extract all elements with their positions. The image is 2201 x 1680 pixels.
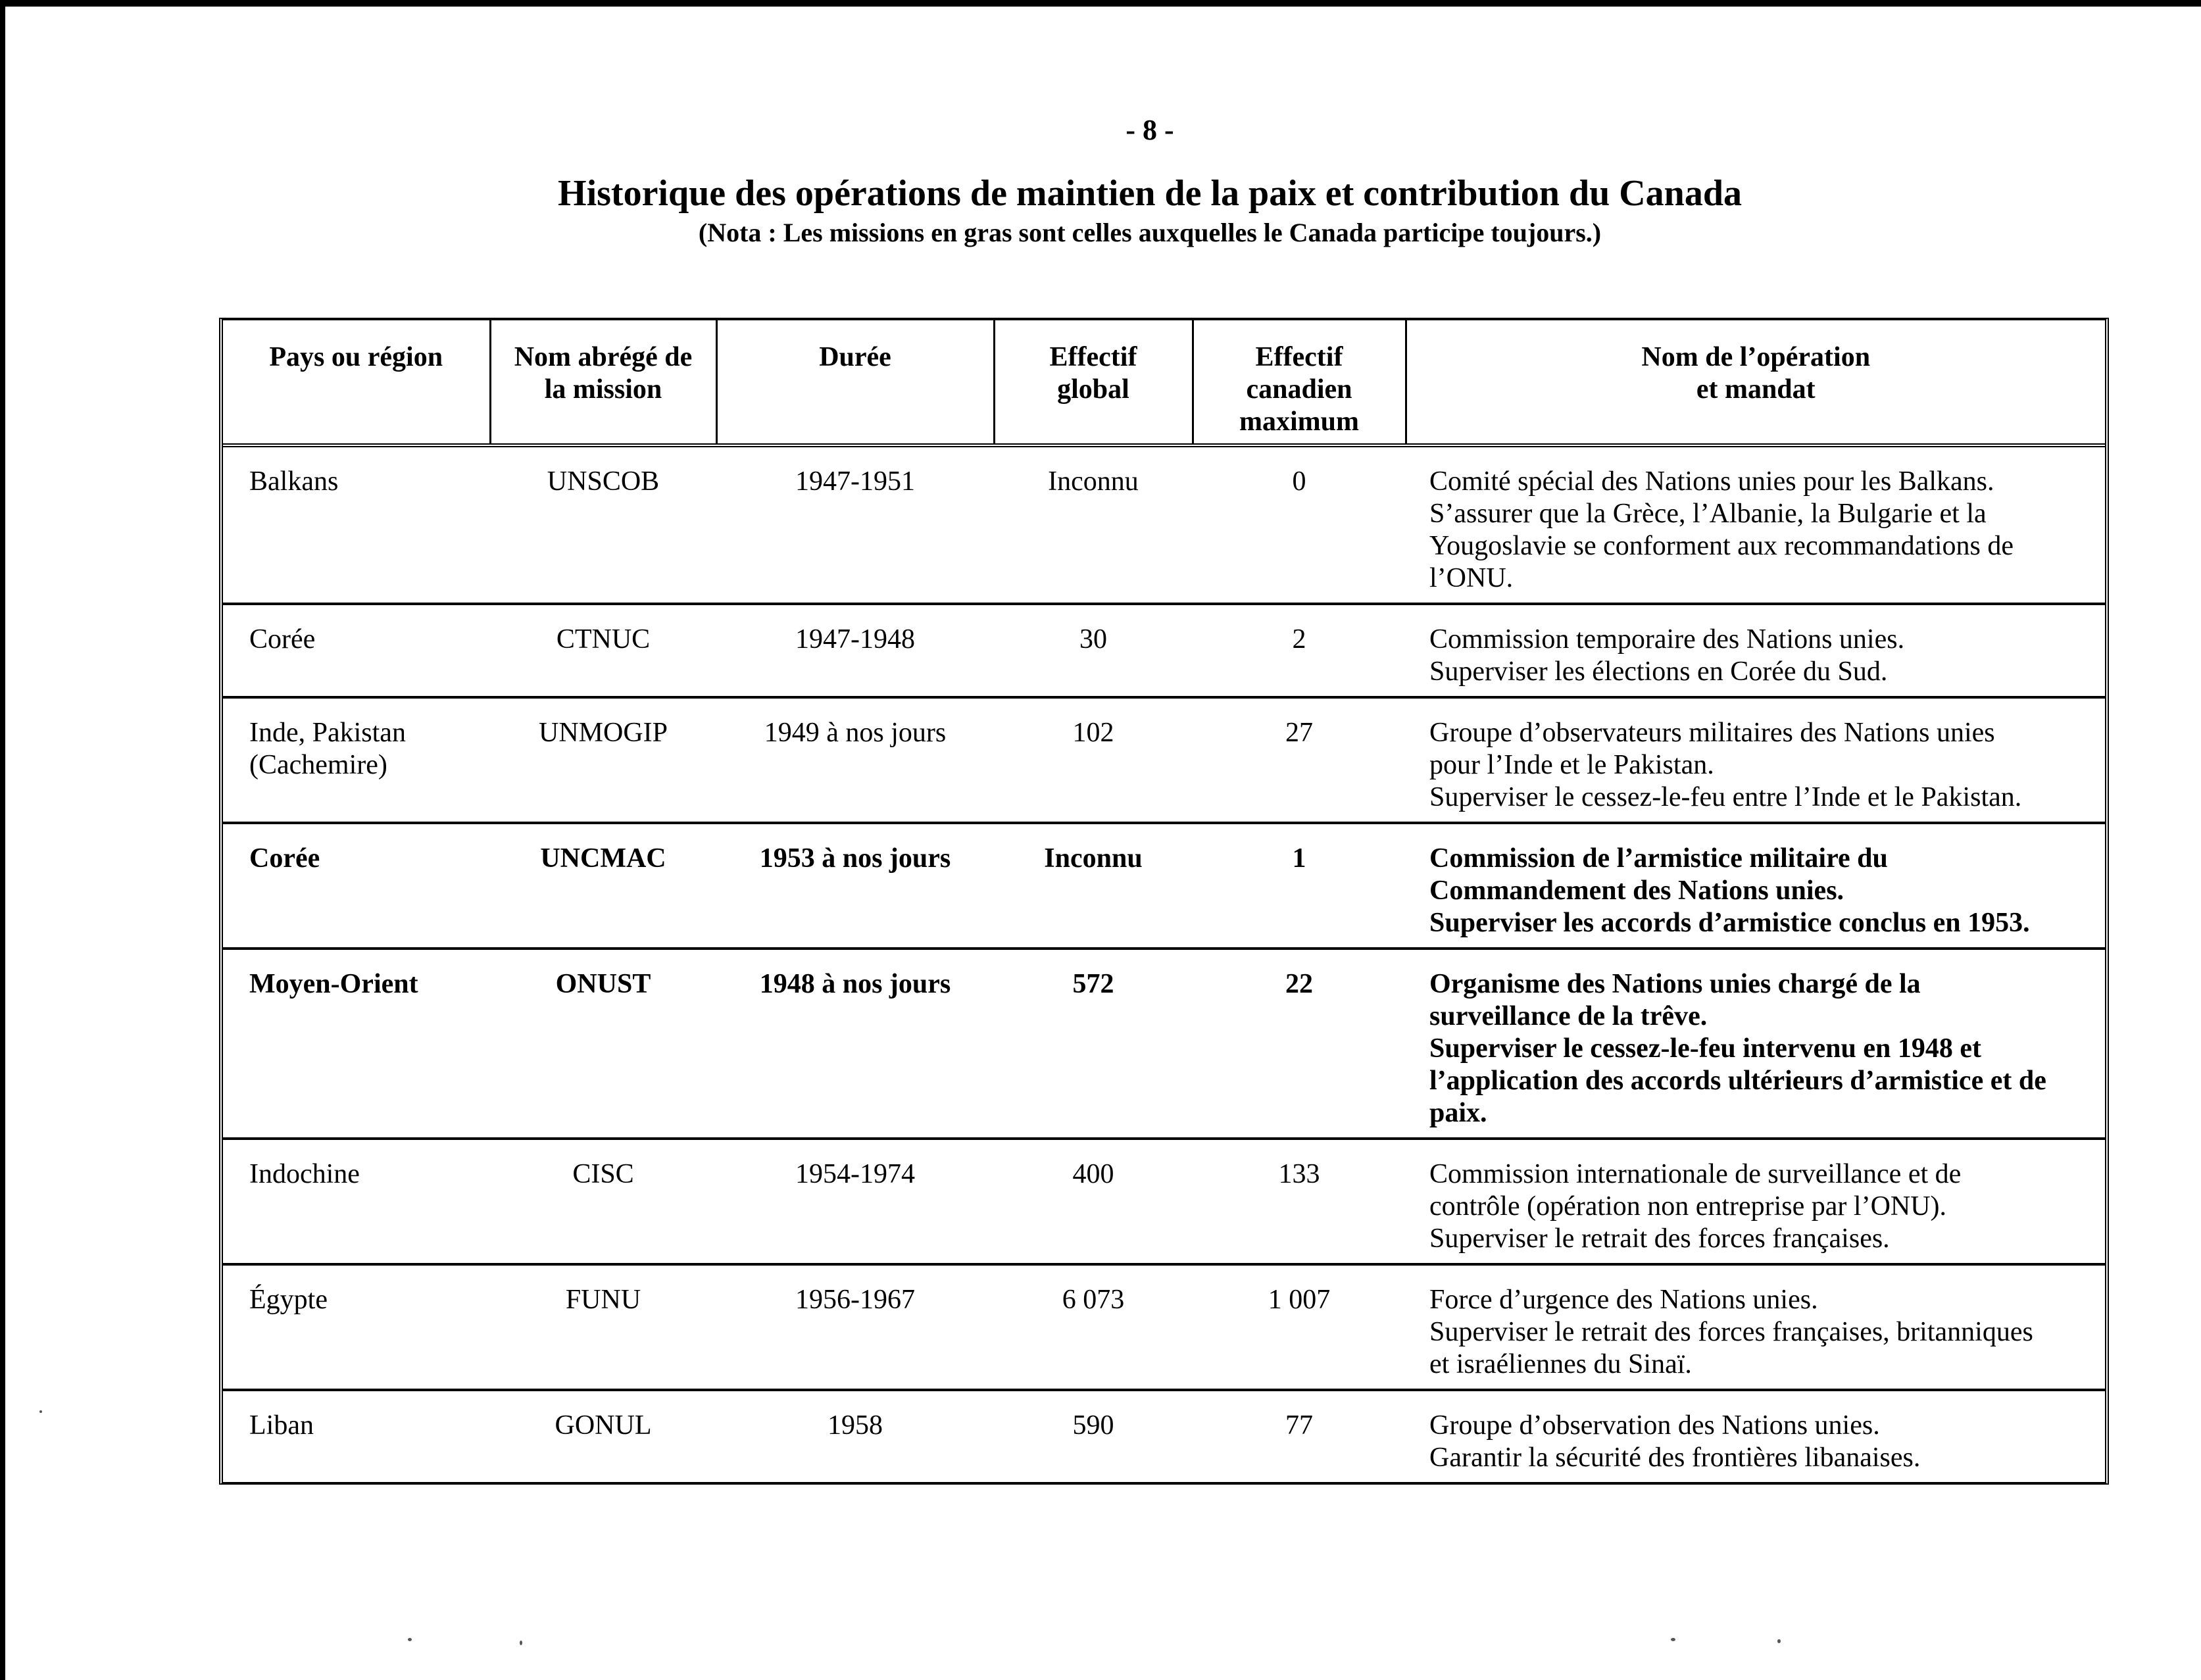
scan-speck: [1671, 1638, 1675, 1641]
cell-line: pour l’Inde et le Pakistan.: [1429, 750, 1714, 780]
cell-total: 102: [1072, 718, 1114, 748]
cell-line: Superviser les élections en Corée du Sud.: [1429, 656, 1888, 687]
cell-operation: [1406, 1390, 2105, 1482]
header-line: global: [1057, 374, 1129, 405]
table-row: [223, 823, 2105, 949]
cell-mission: UNSCOB: [547, 466, 660, 497]
cell-mission: CTNUC: [556, 624, 651, 655]
cell-line: Corée: [249, 624, 316, 655]
cell-line: surveillance de la trêve.: [1429, 1001, 1708, 1031]
cell-line: Groupe d’observateurs militaires des Nations unies: [1429, 718, 1995, 748]
scan-border-top: [0, 0, 2201, 7]
cell-line: Superviser les accords d’armistice conclus en 1953.: [1429, 908, 2030, 938]
header-line: Nom de l’opération: [1641, 342, 1871, 372]
cell-country: [223, 697, 490, 823]
page-number: - 8 -: [1125, 114, 1174, 146]
scan-speck: [39, 1410, 42, 1413]
cell-line: (Cachemire): [249, 750, 387, 780]
cell-total: 572: [1072, 969, 1114, 999]
cell-canadian: 27: [1285, 718, 1313, 748]
header-duration: [716, 320, 994, 445]
cell-line: Superviser le cessez-le-feu entre l’Inde et le Pakistan.: [1429, 782, 2022, 812]
missions-table: [223, 320, 2105, 1482]
cell-total: 400: [1072, 1159, 1114, 1189]
cell-country: [223, 1139, 490, 1264]
cell-line: Comité spécial des Nations unies pour les Balkans.: [1429, 466, 1994, 497]
cell-mission: UNMOGIP: [538, 718, 668, 748]
cell-country: [223, 1264, 490, 1390]
header-line: Durée: [819, 342, 891, 372]
cell-line: Indochine: [249, 1159, 360, 1189]
table-row: [223, 1264, 2105, 1390]
cell-total: Inconnu: [1044, 843, 1143, 874]
cell-line: Superviser le retrait des forces françaises, britanniques: [1429, 1317, 2033, 1347]
cell-line: paix.: [1429, 1098, 1487, 1128]
cell-duration: 1958: [828, 1410, 883, 1441]
cell-mission: UNCMAC: [540, 843, 666, 874]
cell-line: Balkans: [249, 466, 339, 497]
cell-duration: 1947-1948: [795, 624, 915, 655]
cell-line: S’assurer que la Grèce, l’Albanie, la Bulgarie et la: [1429, 499, 1987, 529]
cell-operation: [1406, 823, 2105, 949]
cell-line: Commandement des Nations unies.: [1429, 876, 1844, 906]
cell-duration: 1947-1951: [795, 466, 915, 497]
page-title: Historique des opérations de maintien de la paix et contribution du Canada: [558, 173, 1742, 214]
cell-line: Moyen-Orient: [249, 969, 418, 999]
cell-line: Superviser le cessez-le-feu intervenu en 1948 et: [1429, 1033, 1982, 1064]
cell-line: Garantir la sécurité des frontières libanaises.: [1429, 1443, 1921, 1473]
cell-line: Commission temporaire des Nations unies.: [1429, 624, 1905, 655]
cell-duration: 1948 à nos jours: [759, 969, 951, 999]
cell-country: [223, 1390, 490, 1482]
table-row: [223, 697, 2105, 823]
cell-line: Superviser le retrait des forces françaises.: [1429, 1223, 1890, 1254]
cell-total: 30: [1079, 624, 1107, 655]
cell-duration: 1954-1974: [795, 1159, 915, 1189]
cell-line: l’ONU.: [1429, 563, 1514, 593]
header-line: Effectif: [1049, 342, 1137, 372]
cell-duration: 1949 à nos jours: [764, 718, 947, 748]
cell-line: Commission de l’armistice militaire du: [1429, 843, 1888, 874]
cell-canadian: 2: [1292, 624, 1306, 655]
table-row: [223, 445, 2105, 604]
missions-table-frame: [219, 318, 2109, 1485]
cell-operation: [1406, 1139, 2105, 1264]
cell-duration: 1956-1967: [795, 1285, 915, 1315]
header-line: et mandat: [1696, 374, 1816, 405]
cell-operation: [1406, 604, 2105, 697]
cell-line: Organisme des Nations unies chargé de la: [1429, 969, 1921, 999]
table-header-row: [223, 320, 2105, 445]
cell-canadian: 1 007: [1268, 1285, 1331, 1315]
cell-operation: [1406, 949, 2105, 1139]
header-line: maximum: [1239, 407, 1359, 437]
header-line: canadien: [1246, 374, 1352, 405]
scan-speck: [520, 1641, 522, 1645]
cell-operation: [1406, 1264, 2105, 1390]
header-line: Nom abrégé de: [514, 342, 693, 372]
cell-line: Yougoslavie se conforment aux recommandations de: [1429, 531, 2014, 561]
cell-line: contrôle (opération non entreprise par l’ONU).: [1429, 1191, 1947, 1222]
cell-line: et israéliennes du Sinaï.: [1429, 1349, 1692, 1379]
cell-country: [223, 445, 490, 604]
cell-line: l’application des accords ultérieurs d’armistice et de: [1429, 1066, 2046, 1096]
header-total-strength: [994, 320, 1193, 445]
cell-mission: GONUL: [555, 1410, 652, 1441]
cell-mission: FUNU: [565, 1285, 641, 1315]
header-canadian-strength: [1193, 320, 1406, 445]
header-line: Pays ou région: [269, 342, 443, 372]
cell-mission: ONUST: [555, 969, 651, 999]
header-mission: [490, 320, 716, 445]
cell-country: [223, 604, 490, 697]
cell-country: [223, 949, 490, 1139]
cell-line: Liban: [249, 1410, 314, 1441]
header-line: Effectif: [1255, 342, 1343, 372]
cell-line: Groupe d’observation des Nations unies.: [1429, 1410, 1880, 1441]
cell-line: Commission internationale de surveillance et de: [1429, 1159, 1962, 1189]
cell-line: Inde, Pakistan: [249, 718, 406, 748]
cell-operation: [1406, 445, 2105, 604]
cell-operation: [1406, 697, 2105, 823]
cell-total: 590: [1072, 1410, 1114, 1441]
header-operation: [1406, 320, 2105, 445]
cell-mission: CISC: [572, 1159, 634, 1189]
scan-speck: [1777, 1639, 1781, 1643]
scan-border-left: [0, 0, 5, 1680]
cell-canadian: 22: [1285, 969, 1313, 999]
table-row: [223, 1390, 2105, 1482]
cell-total: 6 073: [1062, 1285, 1125, 1315]
cell-country: [223, 823, 490, 949]
cell-canadian: 1: [1292, 843, 1306, 874]
scan-speck: [408, 1638, 412, 1641]
page-subtitle: (Nota : Les missions en gras sont celles auxquelles le Canada participe toujours.): [698, 218, 1602, 247]
cell-canadian: 133: [1278, 1159, 1320, 1189]
cell-canadian: 77: [1285, 1410, 1313, 1441]
table-row: [223, 949, 2105, 1139]
header-country: [223, 320, 490, 445]
cell-canadian: 0: [1292, 466, 1306, 497]
header-line: la mission: [544, 374, 662, 405]
cell-line: Force d’urgence des Nations unies.: [1429, 1285, 1818, 1315]
cell-line: Corée: [249, 843, 320, 874]
table-row: [223, 1139, 2105, 1264]
cell-line: Égypte: [249, 1285, 328, 1315]
cell-total: Inconnu: [1048, 466, 1139, 497]
table-row: [223, 604, 2105, 697]
cell-duration: 1953 à nos jours: [759, 843, 951, 874]
